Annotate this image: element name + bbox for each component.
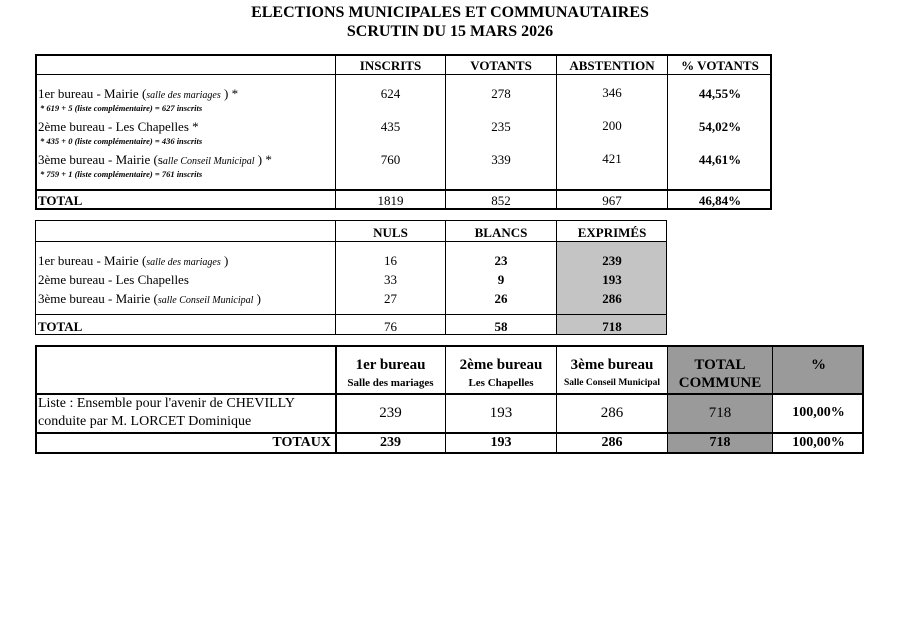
cell-nuls: 27 <box>384 291 397 306</box>
cell-inscrits: 624 <box>380 86 401 101</box>
result-bureau-3: 286 <box>600 405 624 421</box>
cell-inscrits: 435 <box>380 119 401 134</box>
col-bureau-1-subtitle: Salle des mariages <box>347 377 434 389</box>
col-bureau-1: 1er bureau <box>355 357 426 373</box>
totaux-bureau-2: 193 <box>490 435 512 450</box>
participation-row-label: 2ème bureau - Les Chapelles * <box>38 119 199 134</box>
page-subtitle: SCRUTIN DU 15 MARS 2026 <box>346 23 554 40</box>
participation-row-label: 3ème bureau - Mairie (salle Conseil Municipal ) * <box>38 152 272 167</box>
cell-votants: 278 <box>491 86 511 101</box>
totaux-pct: 100,00% <box>792 435 845 450</box>
total-pct-votants: 46,84% <box>698 193 742 208</box>
result-pct: 100,00% <box>792 405 845 420</box>
cell-abstention: 200 <box>602 118 622 133</box>
participation-row-note: * 759 + 1 (liste complémentaire) = 761 inscrits <box>40 169 203 179</box>
ballots-row-label: 2ème bureau - Les Chapelles <box>38 272 189 287</box>
ballots-row-label: 1er bureau - Mairie (salle des mariages ) <box>38 253 229 268</box>
totaux-total: 718 <box>709 435 731 450</box>
list-name: Liste : Ensemble pour l'avenir de CHEVILLY <box>38 396 295 411</box>
col-abstention: ABSTENTION <box>569 58 655 73</box>
total-exprimes: 718 <box>602 319 622 334</box>
cell-exprimes: 286 <box>602 291 622 306</box>
cell-blancs: 26 <box>494 291 508 306</box>
col-inscrits: INSCRITS <box>359 58 422 73</box>
cell-exprimes: 193 <box>602 272 622 287</box>
result-bureau-1: 239 <box>379 405 402 421</box>
col-total-commune: TOTAL <box>694 357 746 373</box>
cell-abstention: 421 <box>602 151 622 166</box>
col-bureau-3: 3ème bureau <box>570 357 654 373</box>
cell-pct-votants: 44,55% <box>698 86 742 101</box>
total-inscrits: 1819 <box>377 193 404 208</box>
cell-inscrits: 760 <box>380 152 401 167</box>
cell-nuls: 33 <box>384 272 397 287</box>
cell-blancs: 9 <box>497 272 505 287</box>
col-blancs: BLANCS <box>474 225 528 240</box>
cell-nuls: 16 <box>384 253 397 268</box>
list-head: conduite par M. LORCET Dominique <box>38 414 252 429</box>
col-bureau-2: 2ème bureau <box>459 357 543 373</box>
total-votants: 852 <box>491 193 511 208</box>
page-title: ELECTIONS MUNICIPALES ET COMMUNAUTAIRES <box>251 4 649 21</box>
col-percent: % <box>811 357 826 373</box>
cell-votants: 235 <box>491 119 511 134</box>
participation-total-label: TOTAL <box>38 193 83 208</box>
col-total-commune-2: COMMUNE <box>678 375 762 391</box>
cell-blancs: 23 <box>494 253 508 268</box>
ballots-row-label: 3ème bureau - Mairie (salle Conseil Municipal ) <box>38 291 261 306</box>
cell-exprimes: 239 <box>602 253 622 268</box>
col-exprimes: EXPRIMÉS <box>577 225 647 240</box>
total-abstention: 967 <box>602 193 622 208</box>
cell-abstention: 346 <box>602 85 622 100</box>
participation-row-note: * 435 + 0 (liste complémentaire) = 436 inscrits <box>40 136 203 146</box>
ballots-total-label: TOTAL <box>38 319 83 334</box>
participation-row-note: * 619 + 5 (liste complémentaire) = 627 inscrits <box>40 103 203 113</box>
total-blancs: 58 <box>494 319 508 334</box>
total-nuls: 76 <box>384 319 397 334</box>
totaux-bureau-3: 286 <box>601 435 623 450</box>
totaux-bureau-1: 239 <box>380 435 401 450</box>
col-bureau-3-subtitle: Salle Conseil Municipal <box>563 378 661 388</box>
cell-votants: 339 <box>491 152 511 167</box>
cell-pct-votants: 44,61% <box>698 152 742 167</box>
col-votants: VOTANTS <box>470 58 532 73</box>
col-pct-votants: % VOTANTS <box>681 58 759 73</box>
result-total: 718 <box>708 405 732 421</box>
result-bureau-2: 193 <box>489 405 513 421</box>
cell-pct-votants: 54,02% <box>698 119 742 134</box>
totaux-label: TOTAUX <box>272 435 331 450</box>
participation-row-label: 1er bureau - Mairie (salle des mariages ) * <box>38 86 239 101</box>
col-bureau-2-subtitle: Les Chapelles <box>468 377 534 389</box>
col-nuls: NULS <box>373 225 408 240</box>
